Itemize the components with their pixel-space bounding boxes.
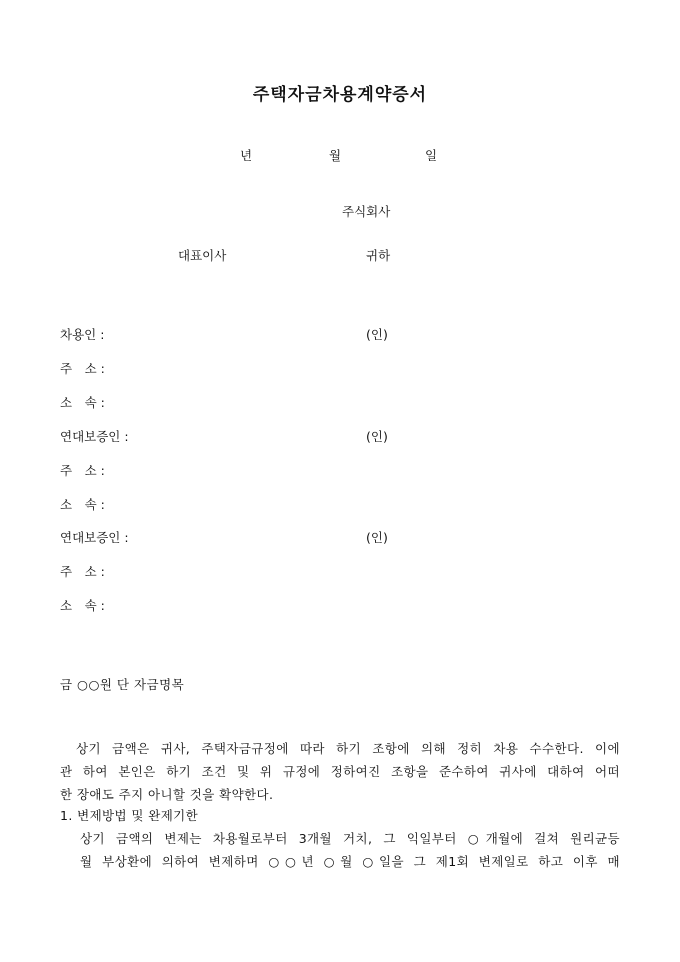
borrower-label: 차용인 :: [60, 327, 105, 342]
paragraph-line-3: 한 장애도 주지 아니할 것을 확약한다.: [60, 787, 274, 802]
guarantor-1-affiliation-label: 소 속 :: [60, 497, 105, 512]
paragraph-line-2-text: 관 하여 본인은 하기 조건 및 위 규정에 정하여진 조항을 준수하여 귀사에 대하여 어떠: [60, 764, 620, 779]
guarantor-1-label: 연대보증인 :: [60, 429, 129, 444]
honorific-label: 귀하: [366, 248, 391, 263]
borrower-seal: (인): [366, 327, 388, 342]
representative-label: 대표이사: [178, 248, 227, 263]
loan-amount-line: 금 ○○원 단 자금명목: [60, 677, 185, 692]
guarantor-2-address-label: 주 소 :: [60, 564, 105, 579]
section-1-line-2: [80, 852, 620, 870]
date-day-label: 일: [425, 148, 438, 163]
paragraph-line-1: [76, 739, 620, 757]
company-label: 주식회사: [342, 204, 391, 219]
date-month-label: 월: [329, 148, 342, 163]
borrower-affiliation-label: 소 속 :: [60, 395, 105, 410]
paragraph-line-2: [60, 762, 620, 780]
guarantor-1-seal: (인): [366, 429, 388, 444]
section-1-line-1-text: 상기 금액의 변제는 차용월로부터 3개월 거치, 그 익일부터 ○개월에 걸쳐 원리균등: [80, 831, 620, 846]
borrower-address-label: 주 소 :: [60, 361, 105, 376]
guarantor-2-affiliation-label: 소 속 :: [60, 598, 105, 613]
guarantor-2-seal: (인): [366, 530, 388, 545]
section-1-line-2-text: 월 부상환에 의하여 변제하며 ○○년 ○월 ○일을 그 제1회 변제일로 하고 이후 매: [80, 854, 620, 869]
guarantor-2-label: 연대보증인 :: [60, 530, 129, 545]
paragraph-line-1-text: 상기 금액은 귀사, 주택자금규정에 따라 하기 조항에 의해 정히 차용 수수한다. 이에: [76, 741, 620, 756]
date-year-label: 년: [240, 148, 253, 163]
section-1-line-1: [80, 829, 620, 847]
document-title: 주택자금차용계약증서: [252, 85, 428, 105]
guarantor-1-address-label: 주 소 :: [60, 463, 105, 478]
section-1-heading: 1. 변제방법 및 완제기한: [60, 808, 199, 823]
